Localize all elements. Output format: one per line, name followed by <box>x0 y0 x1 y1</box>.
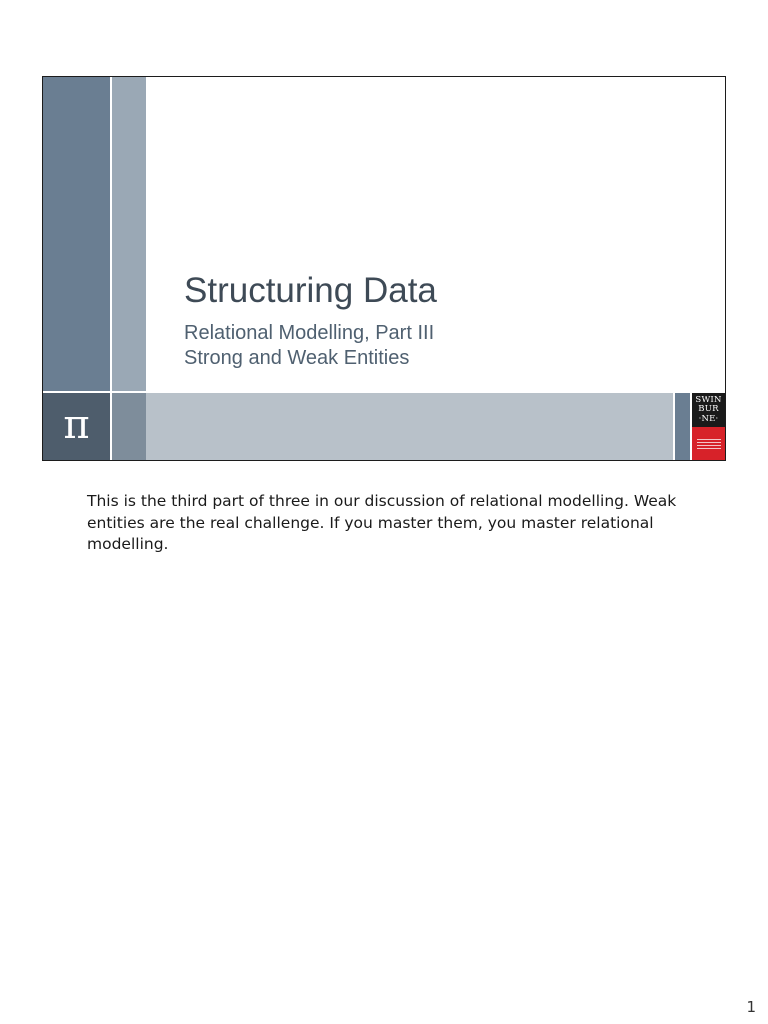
logo-text-line: BUR <box>698 404 719 415</box>
slide-subtitle-line-1: Relational Modelling, Part III <box>184 322 435 344</box>
logo-fine-print <box>697 445 721 446</box>
logo-fine-print <box>697 439 721 440</box>
decorative-column-light <box>112 77 146 391</box>
speaker-notes: This is the third part of three in our discussion of relational modelling. Weak entities are the real challenge. If you master them, you master relational modelling. <box>87 492 677 553</box>
decorative-strip <box>675 393 690 460</box>
swinburne-logo <box>692 393 725 460</box>
logo-wordmark <box>692 393 725 427</box>
slide-thumbnail <box>42 76 726 461</box>
logo-fine-print <box>697 442 721 443</box>
footer-bar <box>146 393 673 460</box>
logo-red-block <box>692 427 725 460</box>
logo-fine-print <box>697 448 721 449</box>
decorative-column-dark <box>43 77 110 391</box>
pi-icon-box <box>43 393 110 460</box>
logo-text-line: ·NE· <box>698 413 719 424</box>
slide-title: Structuring Data <box>184 271 437 310</box>
logo-text-line: SWIN <box>695 394 722 405</box>
page-number: 1 <box>746 998 756 1016</box>
slide-subtitle-line-2: Strong and Weak Entities <box>184 347 410 369</box>
decorative-block <box>112 393 146 460</box>
pi-icon: π <box>63 401 90 448</box>
